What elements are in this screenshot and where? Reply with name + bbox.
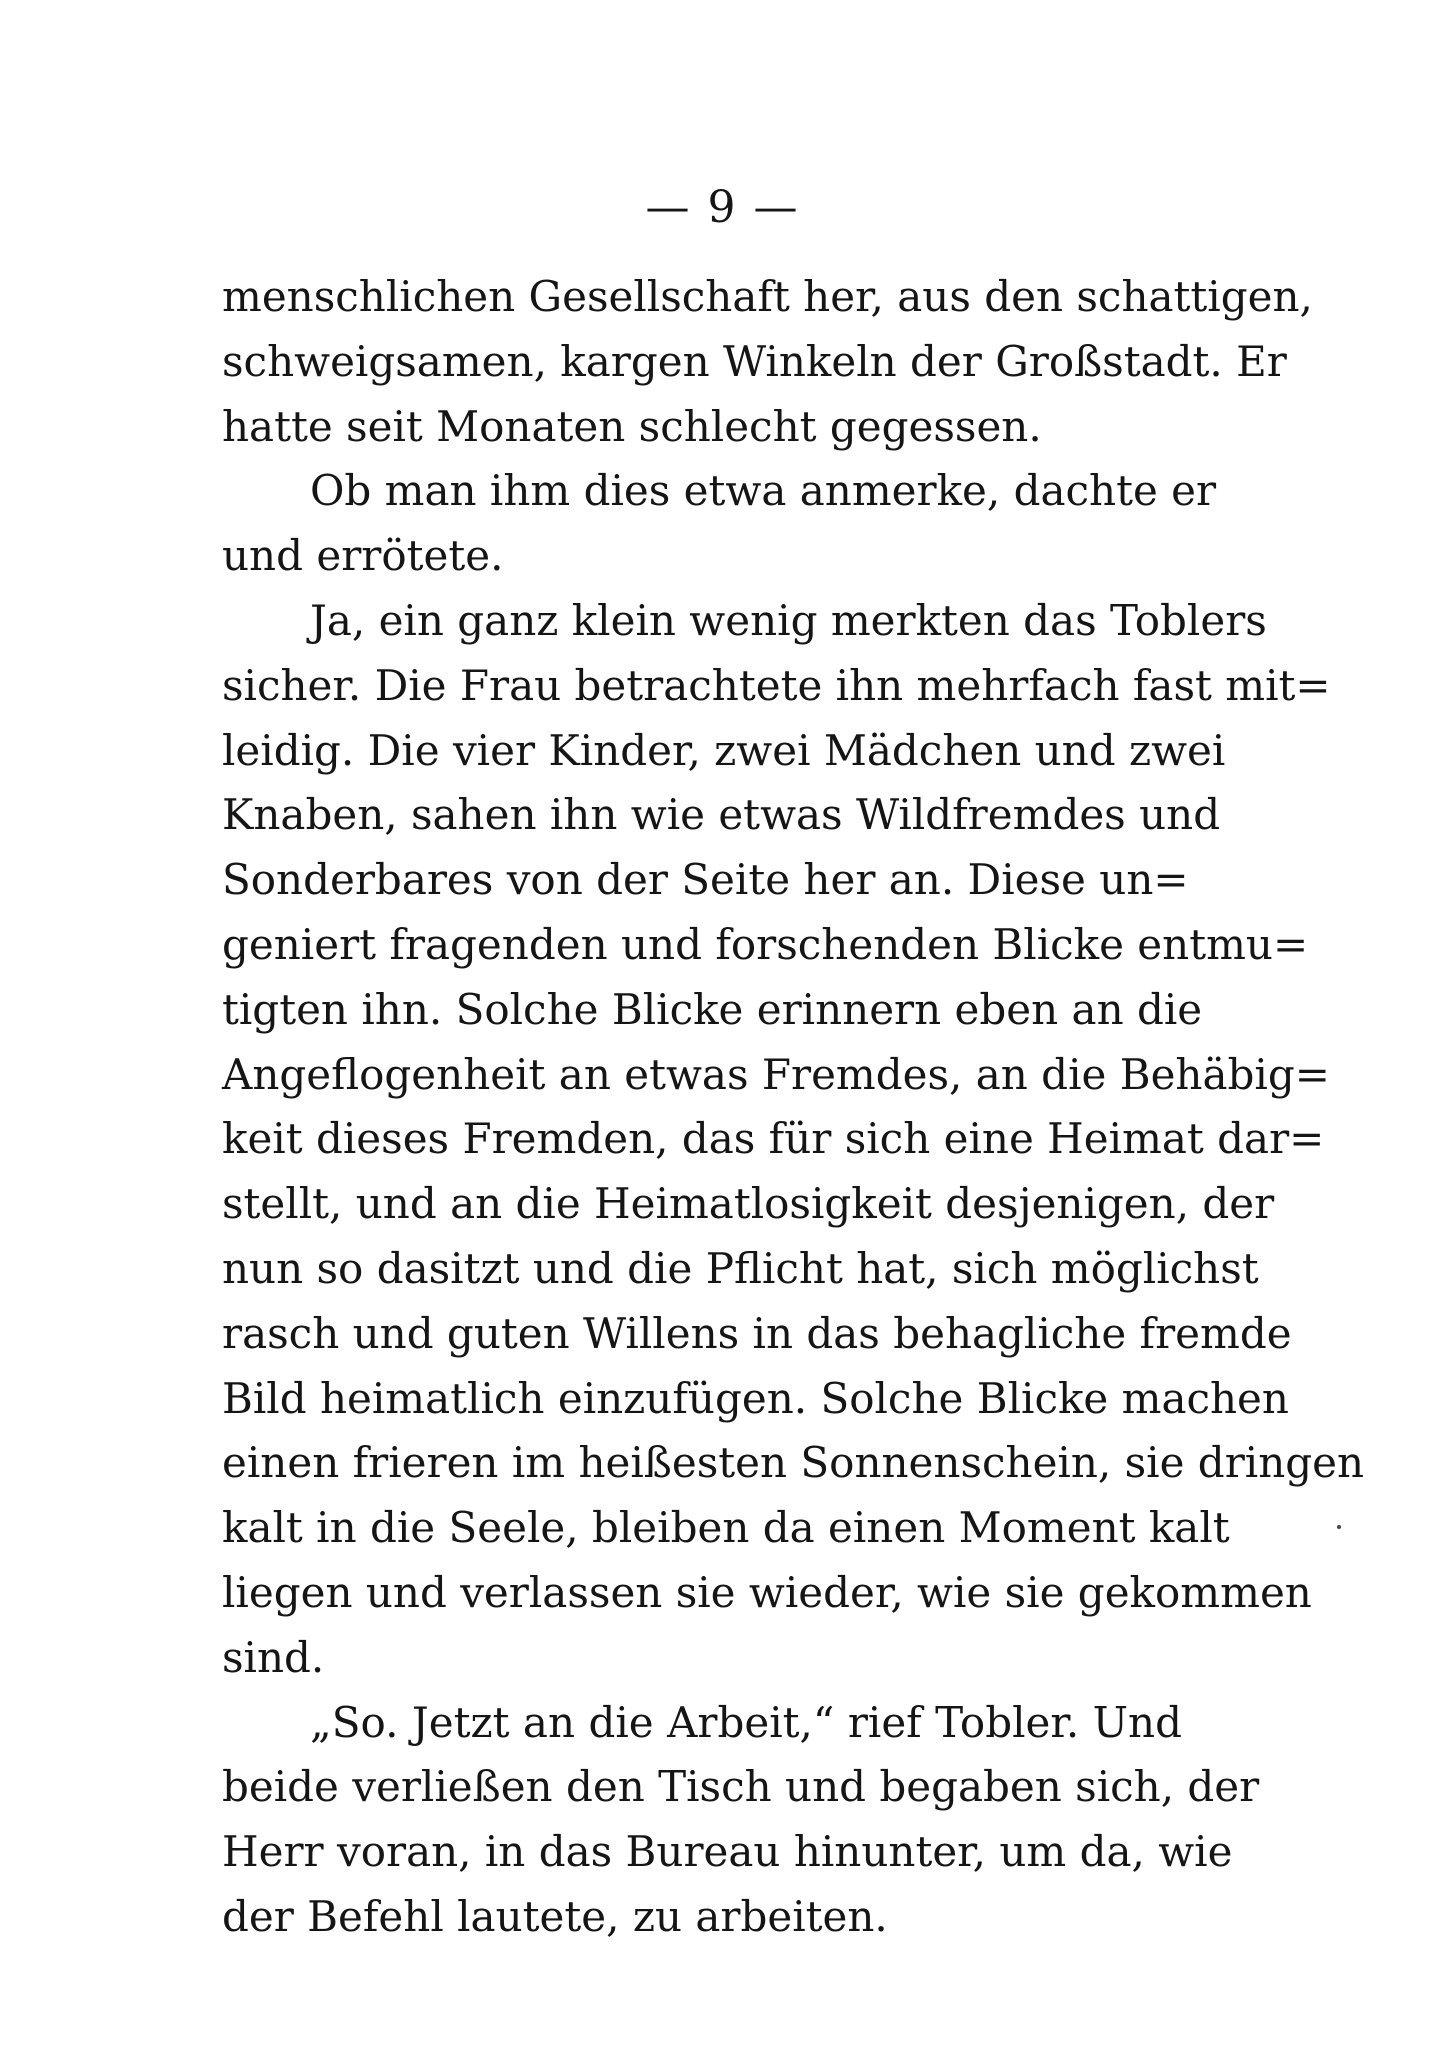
text-line: liegen und verlassen sie wieder, wie sie gekommen [222, 1567, 1312, 1617]
text-line: nun so dasitzt und die Pflicht hat, sich möglichst [222, 1243, 1259, 1293]
text-line: Angeflogenheit an etwas Fremdes, an die Behäbig= [222, 1049, 1330, 1099]
text-line: geniert fragenden und forschenden Blicke entmu= [222, 919, 1309, 969]
text-line: beide verließen den Tisch und begaben sich, der [222, 1762, 1260, 1812]
text-line: keit dieses Fremden, das für sich eine Heimat dar= [222, 1114, 1325, 1164]
text-line: Bild heimatlich einzufügen. Solche Blicke machen [222, 1373, 1289, 1423]
paper-speck [1337, 1525, 1341, 1529]
text-line: Knaben, sahen ihn wie etwas Wildfremdes und [222, 790, 1221, 840]
text-line: stellt, und an die Heimatlosigkeit desjenigen, der [222, 1179, 1275, 1229]
text-line: Ob man ihm dies etwa anmerke, dachte er [310, 466, 1217, 516]
text-line: der Befehl lautete, zu arbeiten. [222, 1891, 888, 1941]
text-line: und errötete. [222, 531, 504, 581]
text-line: Sonderbares von der Seite her an. Diese un= [222, 855, 1189, 905]
text-line: rasch und guten Willens in das behagliche fremde [222, 1308, 1292, 1358]
text-line: hatte seit Monaten schlecht gegessen. [222, 401, 1042, 451]
body-text [222, 265, 1365, 1950]
text-line: schweigsamen, kargen Winkeln der Großstadt. Er [222, 336, 1287, 386]
text-line: leidig. Die vier Kinder, zwei Mädchen und zwei [222, 725, 1226, 775]
text-line: tigten ihn. Solche Blicke erinnern eben an die [222, 984, 1203, 1034]
text-line: Ja, ein ganz klein wenig merkten das Toblers [310, 595, 1267, 645]
text-line: einen frieren im heißesten Sonnenschein, sie dringen [222, 1438, 1365, 1488]
text-line: Herr voran, in das Bureau hinunter, um da, wie [222, 1827, 1233, 1877]
page-number: — 9 — [645, 182, 800, 233]
text-line: „So. Jetzt an die Arbeit,“ rief Tobler. Und [310, 1697, 1182, 1747]
text-line: menschlichen Gesellschaft her, aus den schattigen, [222, 272, 1313, 321]
text-line: sind. [222, 1632, 325, 1682]
text-line: kalt in die Seele, bleiben da einen Moment kalt [222, 1503, 1230, 1553]
text-line: sicher. Die Frau betrachtete ihn mehrfach fast mit= [222, 660, 1331, 710]
